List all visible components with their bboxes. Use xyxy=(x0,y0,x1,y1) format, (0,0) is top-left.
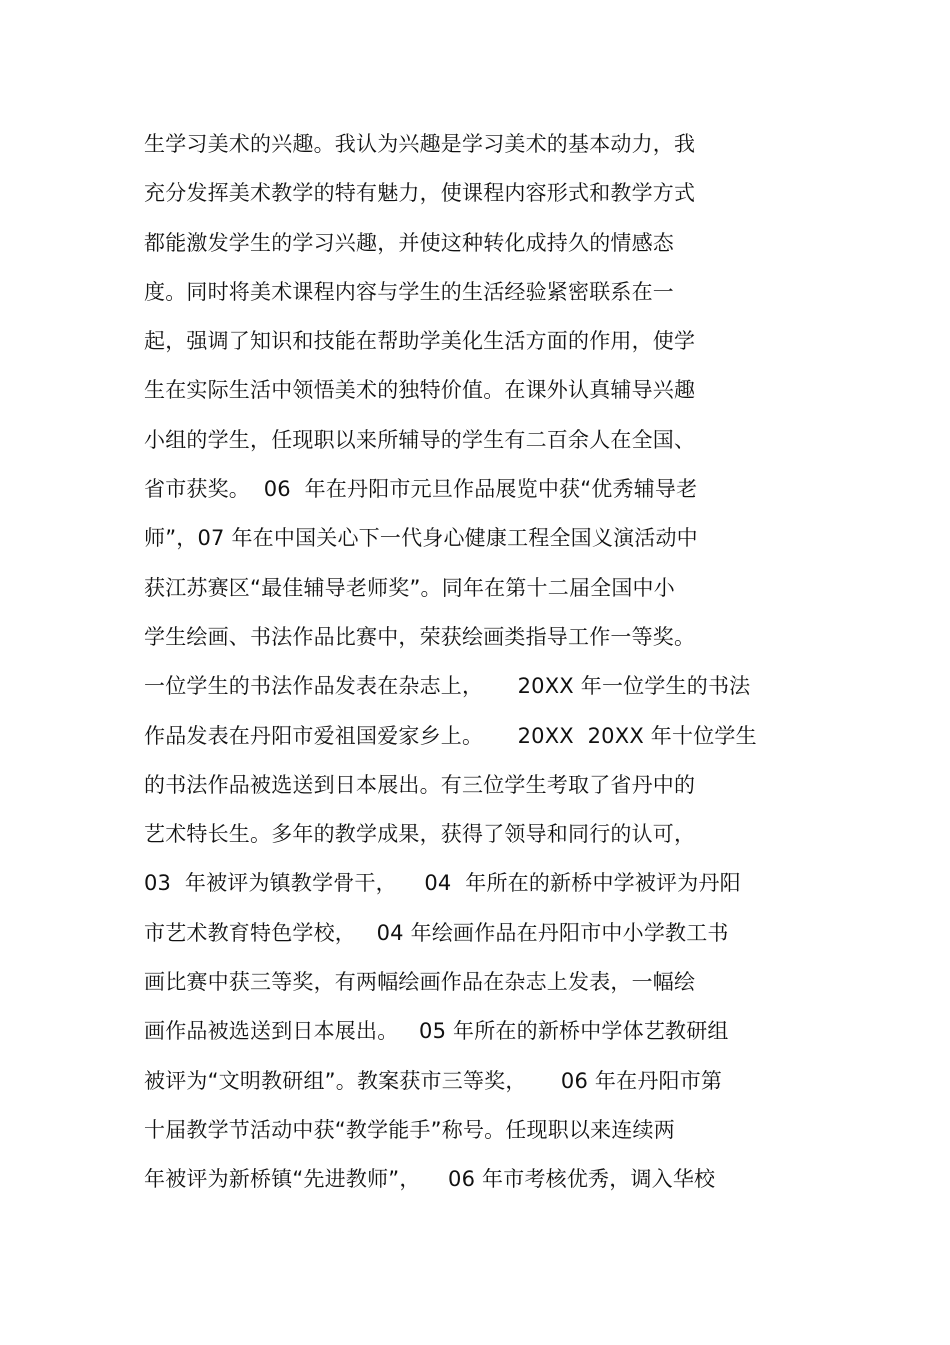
text-line-5: 起，强调了知识和技能在帮助学美化生活方面的作用，使学 xyxy=(144,329,696,354)
text-line-8: 省市获奖。 06 年在丹阳市元旦作品展览中获“优秀辅导老 xyxy=(144,477,698,502)
text-line-14: 的书法作品被选送到日本展出。有三位学生考取了省丹中的 xyxy=(144,772,696,797)
text-line-10: 获江苏赛区“最佳辅导老师奖”。同年在第十二届全国中小 xyxy=(144,575,675,600)
text-line-21: 十届教学节活动中获“教学能手”称号。任现职以来连续两 xyxy=(144,1117,675,1142)
text-line-11: 学生绘画、书法作品比赛中，荣获绘画类指导工作一等奖。 xyxy=(144,624,696,649)
text-line-22: 年被评为新桥镇“先进教师”， 06 年市考核优秀，调入华校 xyxy=(144,1167,716,1192)
text-line-17: 市艺术教育特色学校， 04 年绘画作品在丹阳市中小学教工书 xyxy=(144,920,729,945)
text-line-7: 小组的学生，任现职以来所辅导的学生有二百余人在全国、 xyxy=(144,427,696,452)
text-line-20: 被评为“文明教研组”。教案获市三等奖， 06 年在丹阳市第 xyxy=(144,1068,723,1093)
text-line-1: 生学习美术的兴趣。我认为兴趣是学习美术的基本动力，我 xyxy=(144,132,696,156)
text-line-18: 画比赛中获三等奖，有两幅绘画作品在杂志上发表，一幅绘 xyxy=(144,970,696,995)
text-line-4: 度。同时将美术课程内容与学生的生活经验紧密联系在一 xyxy=(144,279,674,304)
text-line-13: 作品发表在丹阳市爱祖国爱家乡上。 20XX 20XX 年十位学生 xyxy=(144,723,757,748)
text-line-3: 都能激发学生的学习兴趣，并使这种转化成持久的情感态 xyxy=(144,230,674,255)
text-line-16: 03 年被评为镇教学骨干， 04 年所在的新桥中学被评为丹阳 xyxy=(144,871,741,896)
text-line-19: 画作品被选送到日本展出。 05 年所在的新桥中学体艺教研组 xyxy=(144,1019,729,1044)
text-line-15: 艺术特长生。多年的教学成果，获得了领导和同行的认可， xyxy=(144,822,696,847)
text-line-12: 一位学生的书法作品发表在杂志上， 20XX 年一位学生的书法 xyxy=(144,674,751,699)
text-line-9: 师”，07 年在中国关心下一代身心健康工程全国义演活动中 xyxy=(144,526,698,551)
text-line-2: 充分发挥美术教学的特有魅力，使课程内容形式和教学方式 xyxy=(144,181,696,206)
text-line-6: 生在实际生活中领悟美术的独特价值。在课外认真辅导兴趣 xyxy=(144,378,696,403)
body-text xyxy=(144,120,834,1205)
